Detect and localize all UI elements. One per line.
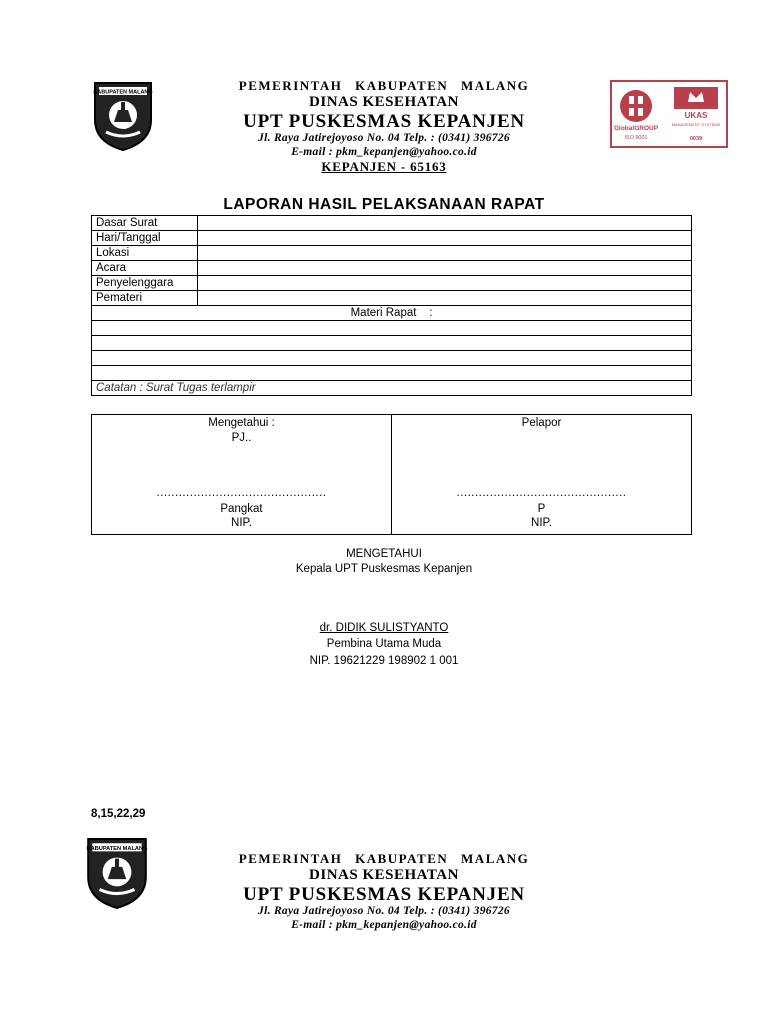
page-note: 8,15,22,29 [91, 808, 146, 820]
header-government: PEMERINTAH KABUPATEN MALANG [238, 78, 530, 93]
signature-table [91, 414, 692, 535]
sign-right-rank: P [537, 503, 546, 515]
materi-line[interactable] [92, 321, 692, 336]
field-value[interactable] [198, 276, 692, 291]
field-label: Dasar Surat [92, 216, 198, 231]
svg-text:MANAGEMENT SYSTEMS: MANAGEMENT SYSTEMS [671, 122, 721, 127]
materi-row [92, 321, 692, 336]
sign-right-nip: NIP. [531, 517, 552, 529]
sign-left-nip: NIP. [231, 517, 252, 529]
field-label: Penyelenggara [92, 276, 198, 291]
iso-certification-badge [610, 80, 728, 148]
materi-row [92, 366, 692, 381]
sign-left-rank: Pangkat [220, 503, 263, 515]
note-row [92, 381, 692, 396]
sign-left-sub: PJ.. [231, 432, 252, 444]
signature-left-box [92, 415, 392, 535]
materi-row [92, 336, 692, 351]
header-address: Jl. Raya Jatirejoyoso No. 04 Telp. : (0341) 396726 [258, 132, 510, 144]
header-email: E-mail : pkm_kepanjen@yahoo.co.id [291, 146, 477, 158]
form-row [92, 246, 692, 261]
form-row [92, 276, 692, 291]
header2-email: E-mail : pkm_kepanjen@yahoo.co.id [291, 919, 477, 931]
form-row [92, 231, 692, 246]
header2-department: DINAS KESEHATAN [309, 867, 459, 883]
field-value[interactable] [198, 291, 692, 306]
sign-left-title: Mengetahui : [208, 417, 275, 429]
materi-line[interactable] [92, 336, 692, 351]
field-label: Pemateri [92, 291, 198, 306]
form-row [92, 291, 692, 306]
materi-row [92, 351, 692, 366]
form-row [92, 216, 692, 231]
form-row [92, 261, 692, 276]
iso-badge-graphic [612, 82, 726, 146]
svg-text:KABUPATEN MALANG: KABUPATEN MALANG [86, 845, 148, 852]
field-value[interactable] [198, 246, 692, 261]
materi-header-row [92, 306, 692, 321]
field-label: Lokasi [92, 246, 198, 261]
header2-government: PEMERINTAH KABUPATEN MALANG [238, 851, 530, 866]
header-postal-code: KEPANJEN - 65163 [321, 159, 447, 174]
sign-left-dots: .............................................. [156, 487, 327, 499]
field-label: Acara [92, 261, 198, 276]
approval-nip: NIP. 19621229 198902 1 001 [309, 655, 459, 667]
header2-institution: UPT PUSKESMAS KEPANJEN [243, 884, 525, 905]
materi-rapat-label: Materi Rapat : [92, 306, 692, 321]
sign-right-dots: .............................................. [456, 487, 627, 499]
svg-text:ISO 9001: ISO 9001 [624, 135, 648, 141]
approval-heading: MENGETAHUI [346, 548, 422, 560]
svg-text:KABUPATEN MALANG: KABUPATEN MALANG [93, 89, 153, 96]
svg-text:0039: 0039 [689, 136, 703, 142]
approval-rank: Pembina Utama Muda [326, 638, 442, 650]
field-value[interactable] [198, 261, 692, 276]
header2-address: Jl. Raya Jatirejoyoso No. 04 Telp. : (0341) 396726 [258, 905, 510, 917]
note-text: Catatan : Surat Tugas terlampir [92, 381, 692, 396]
materi-line[interactable] [92, 351, 692, 366]
field-value[interactable] [198, 231, 692, 246]
header-department: DINAS KESEHATAN [309, 94, 459, 110]
materi-line[interactable] [92, 366, 692, 381]
report-form-table [91, 215, 692, 396]
svg-text:UKAS: UKAS [684, 111, 708, 120]
form-title: LAPORAN HASIL PELAKSANAAN RAPAT [223, 196, 545, 213]
approval-name: dr. DIDIK SULISTYANTO [319, 622, 449, 634]
sign-right-title: Pelapor [521, 417, 562, 429]
signature-right-box [392, 415, 692, 535]
approval-position: Kepala UPT Puskesmas Kepanjen [295, 563, 473, 575]
field-value[interactable] [198, 216, 692, 231]
svg-text:GlobalGROUP: GlobalGROUP [613, 125, 659, 132]
field-label: Hari/Tanggal [92, 231, 198, 246]
header-institution: UPT PUSKESMAS KEPANJEN [243, 111, 525, 132]
